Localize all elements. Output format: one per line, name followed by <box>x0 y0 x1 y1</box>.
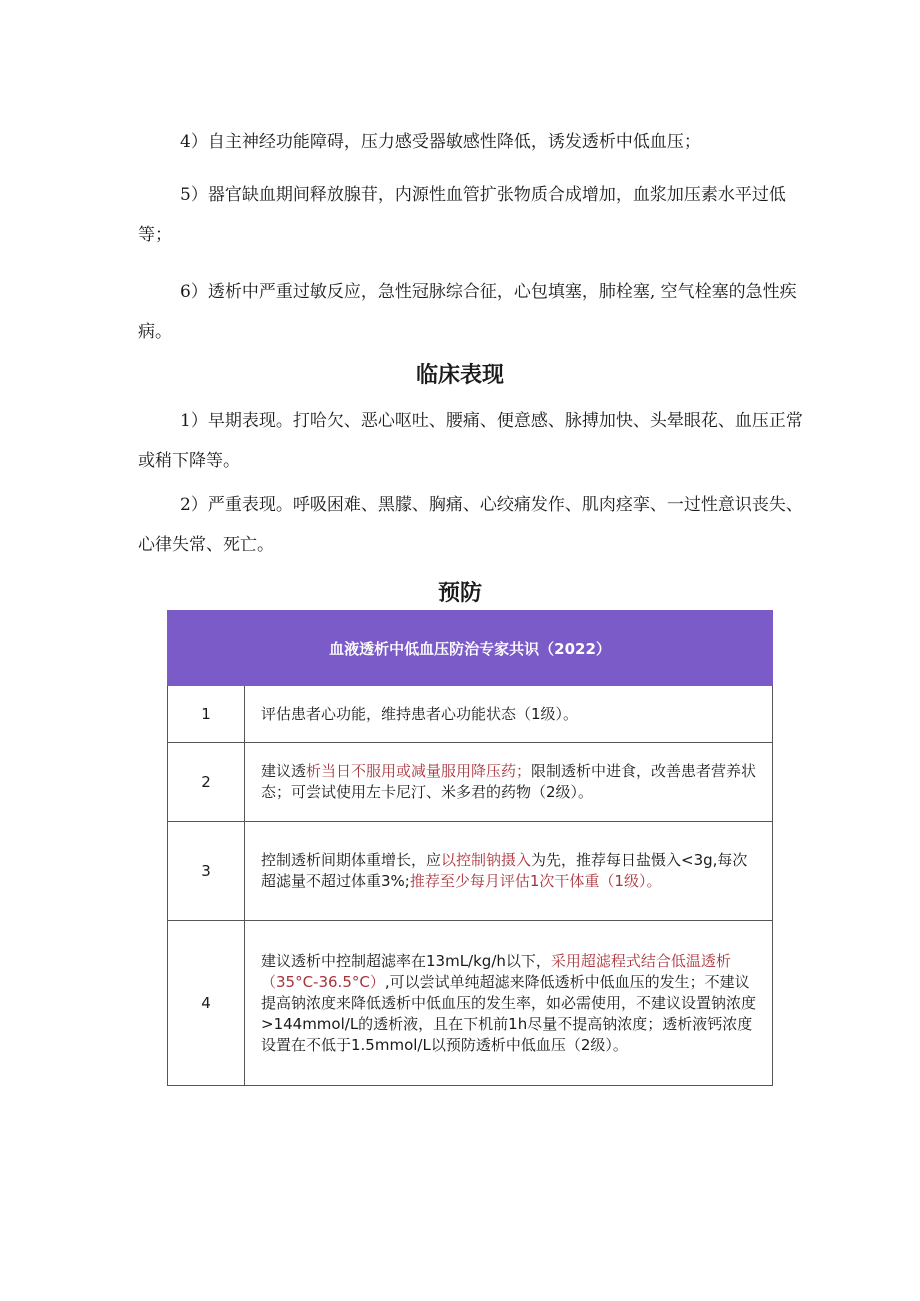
clinical-text: 早期表现。打哈欠、恶心呕吐、腰痛、便意感、脉搏加快、头晕眼花、血压正常或稍下降等。 <box>138 411 803 471</box>
clinical-text: 严重表现。呼吸困难、黑朦、胸痛、心绞痛发作、肌肉痉挛、一过性意识丧失、心律失常、死亡。 <box>138 495 803 555</box>
row-text <box>245 921 773 1086</box>
row-text-segment: 建议透 <box>261 762 307 780</box>
cause-item-5 <box>138 175 808 255</box>
table-row <box>168 686 773 743</box>
table-header-row <box>168 611 773 686</box>
row-text-segment: 为先，推荐每日盐慑入<3g,每次超滤量不超过体重3%; <box>261 851 748 890</box>
cause-number: 4） <box>180 132 208 152</box>
highlighted-text: 采用超滤程式结合低温透析（35°C-36.5°C） <box>261 951 731 991</box>
cause-number: 6） <box>180 282 208 302</box>
section-title-clinical: 临床表现 <box>415 363 504 388</box>
section-title-prevention: 预防 <box>437 581 482 606</box>
cause-item-4 <box>138 122 808 162</box>
table-header: 血液透析中低血压防治专家共识（2022） <box>168 611 773 686</box>
table-row <box>168 822 773 921</box>
clinical-number: 2） <box>180 495 208 515</box>
cause-text: 透析中严重过敏反应，急性冠脉综合征，心包填塞，肺栓塞, 空气栓塞的急性疾病。 <box>138 282 797 342</box>
row-number: 2 <box>168 743 245 822</box>
table-row <box>168 743 773 822</box>
highlighted-text: 推荐至少每月评估1次干体重（1级）。 <box>409 872 662 890</box>
cause-item-6 <box>138 272 808 352</box>
row-number: 1 <box>168 686 245 743</box>
row-text <box>245 686 773 743</box>
row-number: 4 <box>168 921 245 1086</box>
row-text-segment: 建议透析中控制超滤率在13mL/kg/h以下， <box>261 951 551 970</box>
row-text-segment: 限制透析中进食，改善患者营养状态；可尝试使用左卡尼汀、米多君的药物（2级）。 <box>261 762 757 801</box>
highlighted-text: 以控制钠摄入 <box>441 851 532 869</box>
row-number: 3 <box>168 822 245 921</box>
table-row <box>168 921 773 1086</box>
consensus-table <box>167 610 773 1086</box>
clinical-number: 1） <box>180 411 208 431</box>
row-text-segment: 评估患者心功能，维持患者心功能状态（1级）。 <box>261 704 579 723</box>
cause-number: 5） <box>180 185 208 205</box>
row-text <box>245 743 773 822</box>
row-text-segment: 控制透析间期体重增长，应 <box>261 851 442 869</box>
row-text <box>245 822 773 921</box>
cause-text: 器官缺血期间释放腺苷，内源性血管扩张物质合成增加，血浆加压素水平过低等； <box>138 185 786 245</box>
clinical-item-2 <box>138 485 808 565</box>
cause-text: 自主神经功能障碍，压力感受器敏感性降低，诱发透析中低血压； <box>207 132 701 152</box>
clinical-item-1 <box>138 401 808 481</box>
row-text-segment: ,可以尝试单纯超滤来降低透析中低血压的发生；不建议提高钠浓度来降低透析中低血压的发生率，如必需使用，不建议设置钠浓度>144mmol/L的透析液，且在下机前1h尽量不提高钠浓度；透析液钙浓度设置在不低于1.5mmol/L以预防透析中低血压（2级）。 <box>261 972 757 1054</box>
highlighted-text: 析当日不服用或减量服用降压药； <box>306 762 532 780</box>
